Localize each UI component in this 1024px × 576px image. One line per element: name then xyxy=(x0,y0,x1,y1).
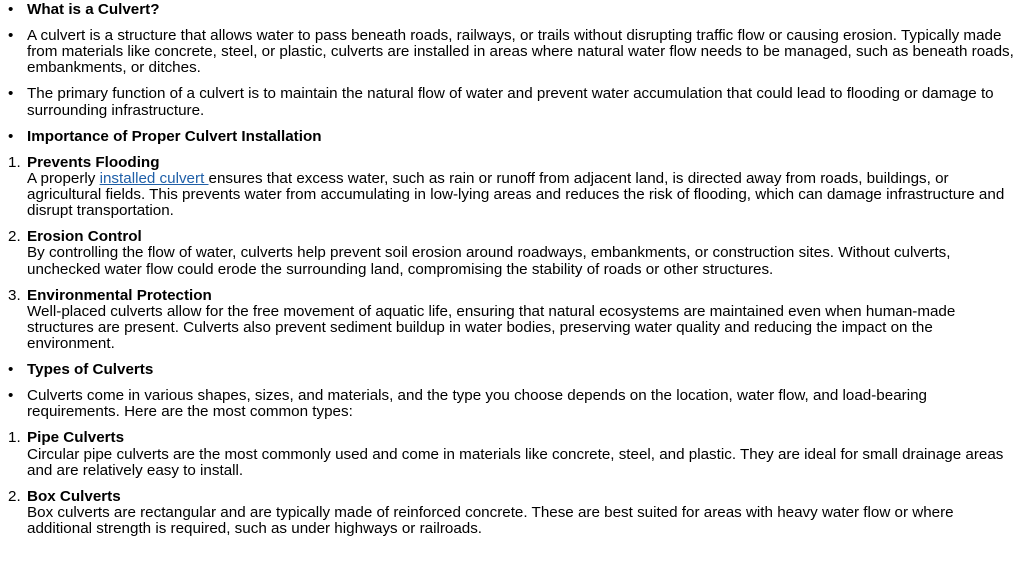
section-heading: Types of Culverts xyxy=(27,361,154,379)
item-title: Box Culverts xyxy=(27,487,121,505)
bullet-marker: • xyxy=(8,387,14,405)
paragraph-text: Well-placed culverts allow for the free movement of aquatic life, ensuring that natural ecosystems are maintained even when human-made structures are present. Culverts also prevent sediment buildup in water bodies, preserving water quality and reducing the impact on the environment. xyxy=(27,302,956,353)
bullet-marker: • xyxy=(8,127,14,145)
list-item-environmental-protection xyxy=(8,288,1016,353)
list-item-types-heading xyxy=(8,362,1016,378)
list-item-box-culverts xyxy=(8,489,1016,538)
content-list xyxy=(8,0,1016,537)
paragraph-text: Box culverts are rectangular and are typically made of reinforced concrete. These are best suited for areas with heavy water flow or where additional strength is required, such as under highways or railroads. xyxy=(27,504,954,538)
paragraph-text xyxy=(27,171,1016,220)
list-item-pipe-culverts xyxy=(8,430,1016,479)
list-item-importance-heading xyxy=(8,129,1016,145)
number-marker: 3. xyxy=(8,286,21,304)
bullet-marker: • xyxy=(8,1,14,18)
section-heading: What is a Culvert? xyxy=(27,1,160,18)
number-marker: 1. xyxy=(8,429,21,447)
bullet-marker: • xyxy=(8,85,14,103)
item-title: Pipe Culverts xyxy=(27,429,125,447)
paragraph-text: The primary function of a culvert is to maintain the natural flow of water and prevent water accumulation that could lead to flooding or damage to surrounding infrastructure. xyxy=(27,85,994,119)
bullet-marker: • xyxy=(8,361,14,379)
number-marker: 2. xyxy=(8,487,21,505)
list-item-culvert-definition xyxy=(8,28,1016,77)
paragraph-text: By controlling the flow of water, culverts help prevent soil erosion around roadways, embankments, or construction sites. Without culverts, unchecked water flow could erode the surrounding land, compromising the stability of roads or other structures. xyxy=(27,244,951,278)
list-item-what-is-culvert xyxy=(8,2,1016,18)
item-title: Erosion Control xyxy=(27,228,142,246)
item-title: Environmental Protection xyxy=(27,286,212,304)
bullet-marker: • xyxy=(8,27,14,44)
list-item-types-intro xyxy=(8,388,1016,420)
paragraph-text: Culverts come in various shapes, sizes, and materials, and the type you choose depends on the location, water flow, and load-bearing requirements. Here are the most common types: xyxy=(27,387,927,421)
text-before-link: A properly xyxy=(27,169,100,187)
item-title: Prevents Flooding xyxy=(27,153,160,171)
number-marker: 2. xyxy=(8,228,21,246)
paragraph-text: A culvert is a structure that allows water to pass beneath roads, railways, or trails without disrupting traffic flow or causing erosion. Typically made from materials like concrete, steel, or plastic, culverts are installed in areas where natural water flow needs to be managed, such as beneath roads, embankments, or ditches. xyxy=(27,27,1014,77)
paragraph-text: Circular pipe culverts are the most commonly used and come in materials like concrete, steel, and plastic. They are ideal for small drainage areas and are relatively easy to install. xyxy=(27,445,1004,479)
section-heading: Importance of Proper Culvert Installation xyxy=(27,127,322,145)
number-marker: 1. xyxy=(8,153,21,171)
installed-culvert-link[interactable]: installed culvert xyxy=(99,169,209,187)
text-after-link: ensures that excess water, such as rain or runoff from adjacent land, is directed away from roads, buildings, or agricultural fields. This prevents water from accumulating in low-lying areas and reduces the risk of flooding, which can damage infrastructure and disrupt transportation. xyxy=(27,169,1005,220)
list-item-primary-function xyxy=(8,86,1016,118)
list-item-erosion-control xyxy=(8,229,1016,278)
list-item-prevents-flooding xyxy=(8,155,1016,220)
